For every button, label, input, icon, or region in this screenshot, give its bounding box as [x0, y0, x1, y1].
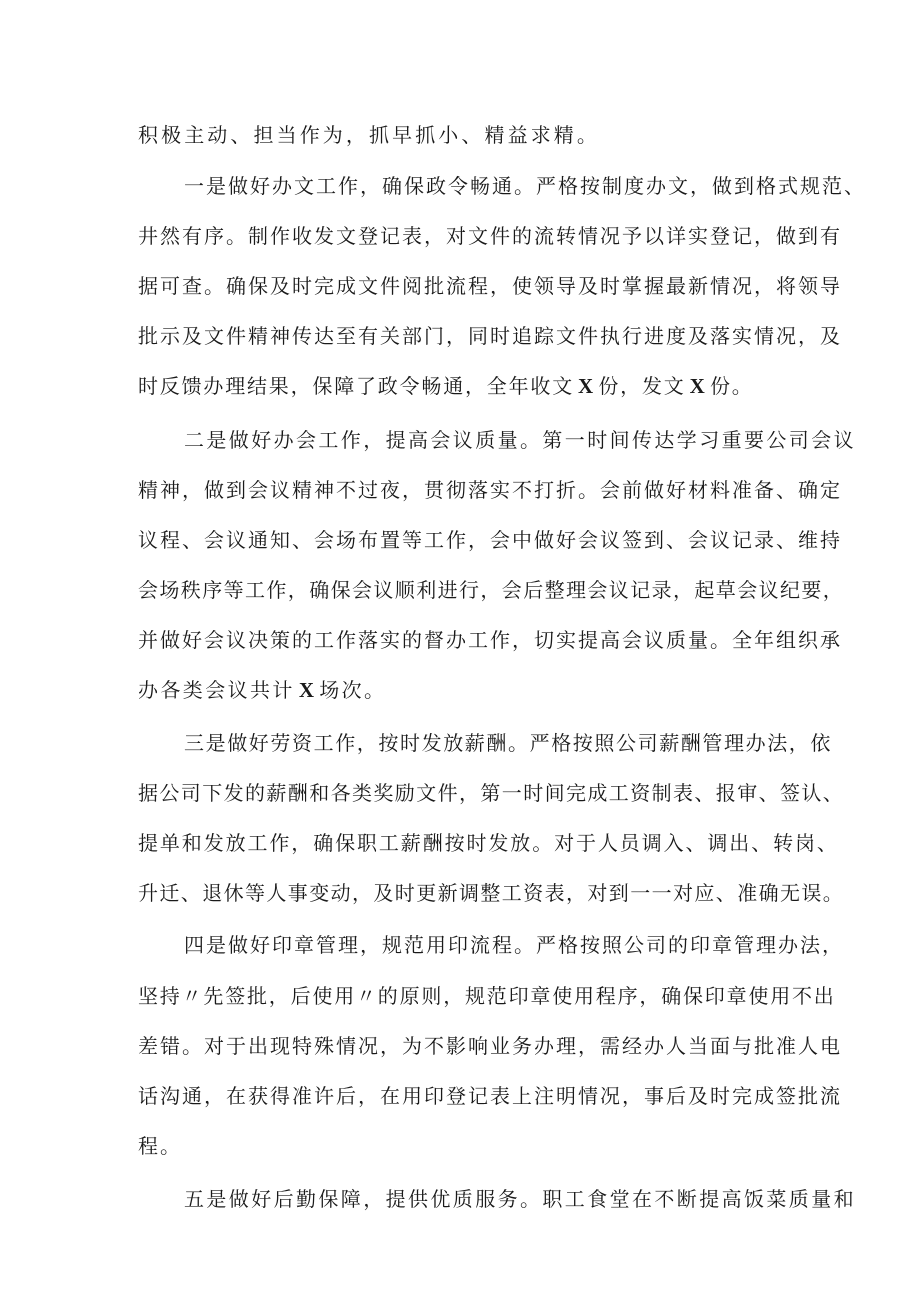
text-line [0, 366, 920, 406]
text-segment: 精神，做到会议精神不过夜，贯彻落实不打折。会前做好材料准备、确定 [138, 478, 842, 502]
text-line [0, 773, 920, 813]
text-line [0, 823, 920, 863]
text-line [0, 620, 920, 660]
text-line [0, 115, 920, 155]
text-segment: 四是做好印章管理，规范用印流程。严格按照公司的印章管理办法， [184, 933, 844, 957]
text-segment: 差错。对于出现特殊情况，为不影响业务办理，需经办人当面与批准人电 [138, 1034, 842, 1058]
text-segment: 五是做好后勤保障，提供优质服务。职工食堂在不断提高饭菜质量和 [184, 1187, 856, 1211]
text-line [0, 470, 920, 510]
text-line [0, 1076, 920, 1116]
text-segment: 积极主动、担当作为，抓早抓小、精益求精。 [138, 123, 600, 147]
text-line [0, 216, 920, 256]
text-segment: 会场秩序等工作，确保会议顺利进行，会后整理会议记录，起草会议纪要， [138, 578, 845, 602]
text-segment: 并做好会议决策的工作落实的督办工作，切实提高会议质量。全年组织承 [138, 628, 842, 652]
text-segment: 程。 [138, 1134, 182, 1158]
text-segment: 场次。 [319, 678, 387, 702]
placeholder-x: X [689, 374, 706, 398]
text-line [0, 266, 920, 306]
text-segment: 提单和发放工作，确保职工薪酬按时发放。对于人员调入、调出、转岗、 [138, 831, 839, 855]
text-segment: 据公司下发的薪酬和各类奖励文件，第一时间完成工资制表、报审、签认、 [138, 781, 845, 805]
text-line [0, 316, 920, 356]
text-segment: 份。 [709, 374, 754, 398]
placeholder-x: X [578, 374, 595, 398]
text-segment: 办各类会议共计 [138, 678, 295, 702]
text-segment: 一是做好办文工作，确保政令畅通。严格按制度办文，做到格式规范、 [184, 174, 866, 198]
text-line [0, 1126, 920, 1166]
text-segment: 批示及文件精神传达至有关部门，同时追踪文件执行进度及落实情况，及 [138, 324, 842, 348]
text-line [0, 976, 920, 1016]
text-segment: 三是做好劳资工作，按时发放薪酬。严格按照公司薪酬管理办法，依 [184, 731, 832, 755]
text-segment: 时反馈办理结果，保障了政令畅通，全年收文 [138, 374, 574, 398]
text-line [0, 670, 920, 710]
text-segment: 议程、会议通知、会场布置等工作，会中做好会议签到、会议记录、维持 [138, 528, 842, 552]
paragraph-5-first-line [0, 1179, 920, 1219]
text-line [0, 1026, 920, 1066]
text-segment: 份，发文 [598, 374, 686, 398]
paragraph-4-first-line [0, 925, 920, 965]
text-line [0, 570, 920, 610]
text-segment: 坚持〃先签批，后使用〃的原则，规范印章使用程序，确保印章使用不出 [138, 984, 836, 1008]
paragraph-1-first-line [0, 166, 920, 206]
text-segment: 井然有序。制作收发文登记表，对文件的流转情况予以详实登记，做到有 [138, 224, 842, 248]
text-segment: 二是做好办会工作，提高会议质量。第一时间传达学习重要公司会议 [184, 428, 856, 452]
paragraph-3-first-line [0, 723, 920, 763]
text-line [0, 520, 920, 560]
placeholder-x: X [298, 678, 316, 702]
text-segment: 话沟通，在获得准许后，在用印登记表上注明情况，事后及时完成签批流 [138, 1084, 842, 1108]
text-segment: 据可查。确保及时完成文件阅批流程，使领导及时掌握最新情况，将领导 [138, 274, 842, 298]
text-segment: 升迁、退休等人事变动，及时更新调整工资表，对到一一对应、准确无误。 [138, 881, 845, 905]
paragraph-2-first-line [0, 420, 920, 460]
text-line [0, 873, 920, 913]
